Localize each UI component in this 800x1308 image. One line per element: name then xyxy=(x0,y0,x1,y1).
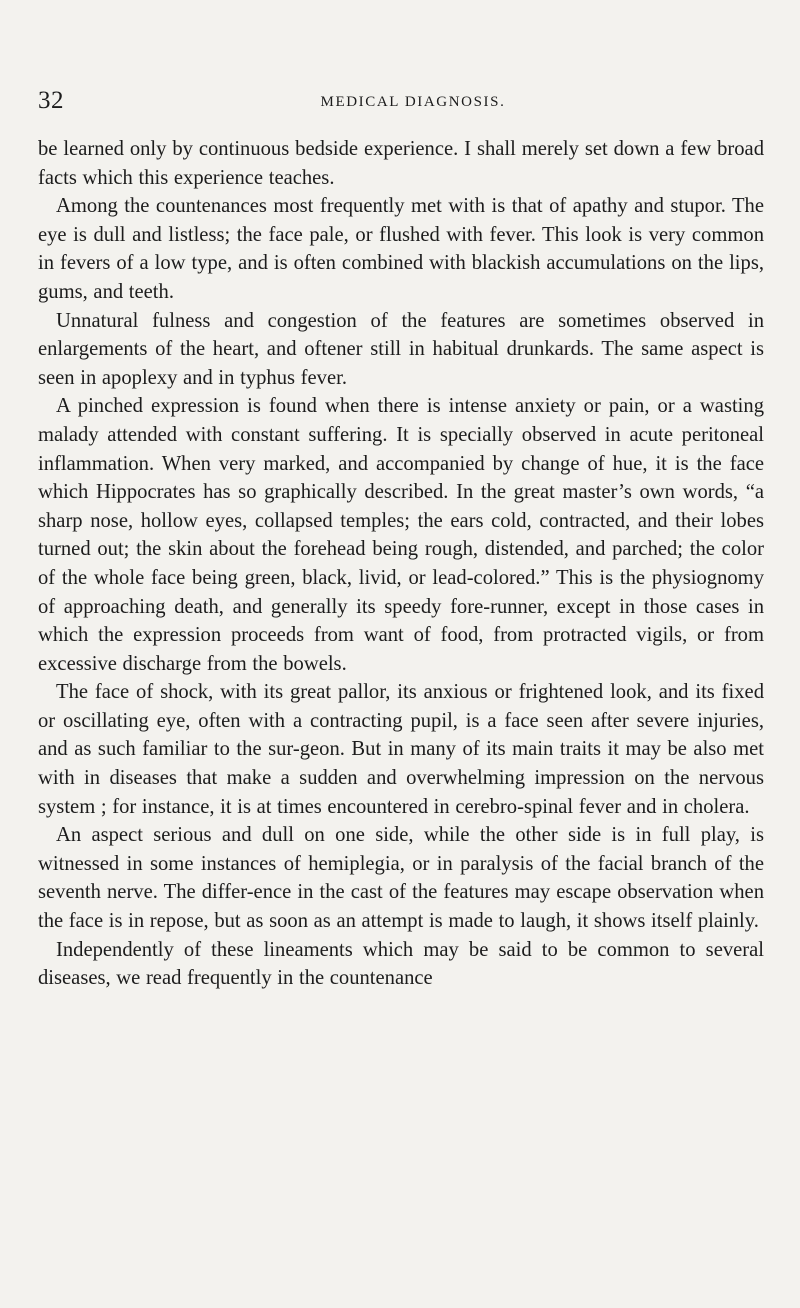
body-text xyxy=(38,135,764,993)
paragraph-pinched-expression: A pinched expression is found when there is intense anxiety or pain, or a wasting malady attended with constant suffering. It is specially observed in acute peritoneal inflammation. When very marked, and accompanied by change of hue, it is the face which Hippocrates has so graphically described. In the great master’s own words, “a sharp nose, hollow eyes, collapsed temples; the ears cold, contracted, and their lobes turned out; the skin about the forehead being rough, distended, and parched; the color of the whole face being green, black, livid, or lead-colored.” This is the physiognomy of approaching death, and generally its speedy fore-runner, except in those cases in which the expression proceeds from want of food, from protracted vigils, or from excessive discharge from the bowels. xyxy=(38,395,764,675)
paragraph-apathy-stupor: Among the countenances most frequently met with is that of apathy and stupor. The eye is dull and listless; the face pale, or flushed with fever. This look is very common in fevers of a low type, and is often combined with blackish accumulations on the lips, gums, and teeth. xyxy=(38,195,764,303)
running-head: MEDICAL DIAGNOSIS. xyxy=(320,94,506,110)
paragraph-hemiplegia: An aspect serious and dull on one side, while the other side is in full play, is witnessed in some instances of hemiplegia, or in paralysis of the facial branch of the seventh nerve. The differ-ence in the cast of the features may escape observation when the face is in repose, but as soon as an attempt is made to laugh, it shows itself plainly. xyxy=(38,824,764,933)
page-header xyxy=(38,88,762,114)
paragraph-fulness-congestion: Unnatural fulness and congestion of the features are sometimes observed in enlargements of the heart, and oftener still in habitual drunkards. The same aspect is seen in apoplexy and in typhus fever. xyxy=(38,309,764,389)
paragraph-face-of-shock: The face of shock, with its great pallor, its anxious or frightened look, and its fixed or oscillating eye, often with a contracting pupil, is a face seen after severe injuries, and as such familiar to the sur-geon. But in many of its main traits it may be also met with in diseases that make a sudden and overwhelming impression on the nervous system ; for instance, it is at times encountered in cerebro-spinal fever and in cholera. xyxy=(38,681,764,818)
page-number: 32 xyxy=(38,87,64,114)
paragraph-independently: Independently of these lineaments which may be said to be common to several diseases, we read frequently in the countenance xyxy=(38,938,764,990)
paragraph-continuation: be learned only by continuous bedside experience. I shall merely set down a few broad facts which this experience teaches. xyxy=(38,138,764,189)
